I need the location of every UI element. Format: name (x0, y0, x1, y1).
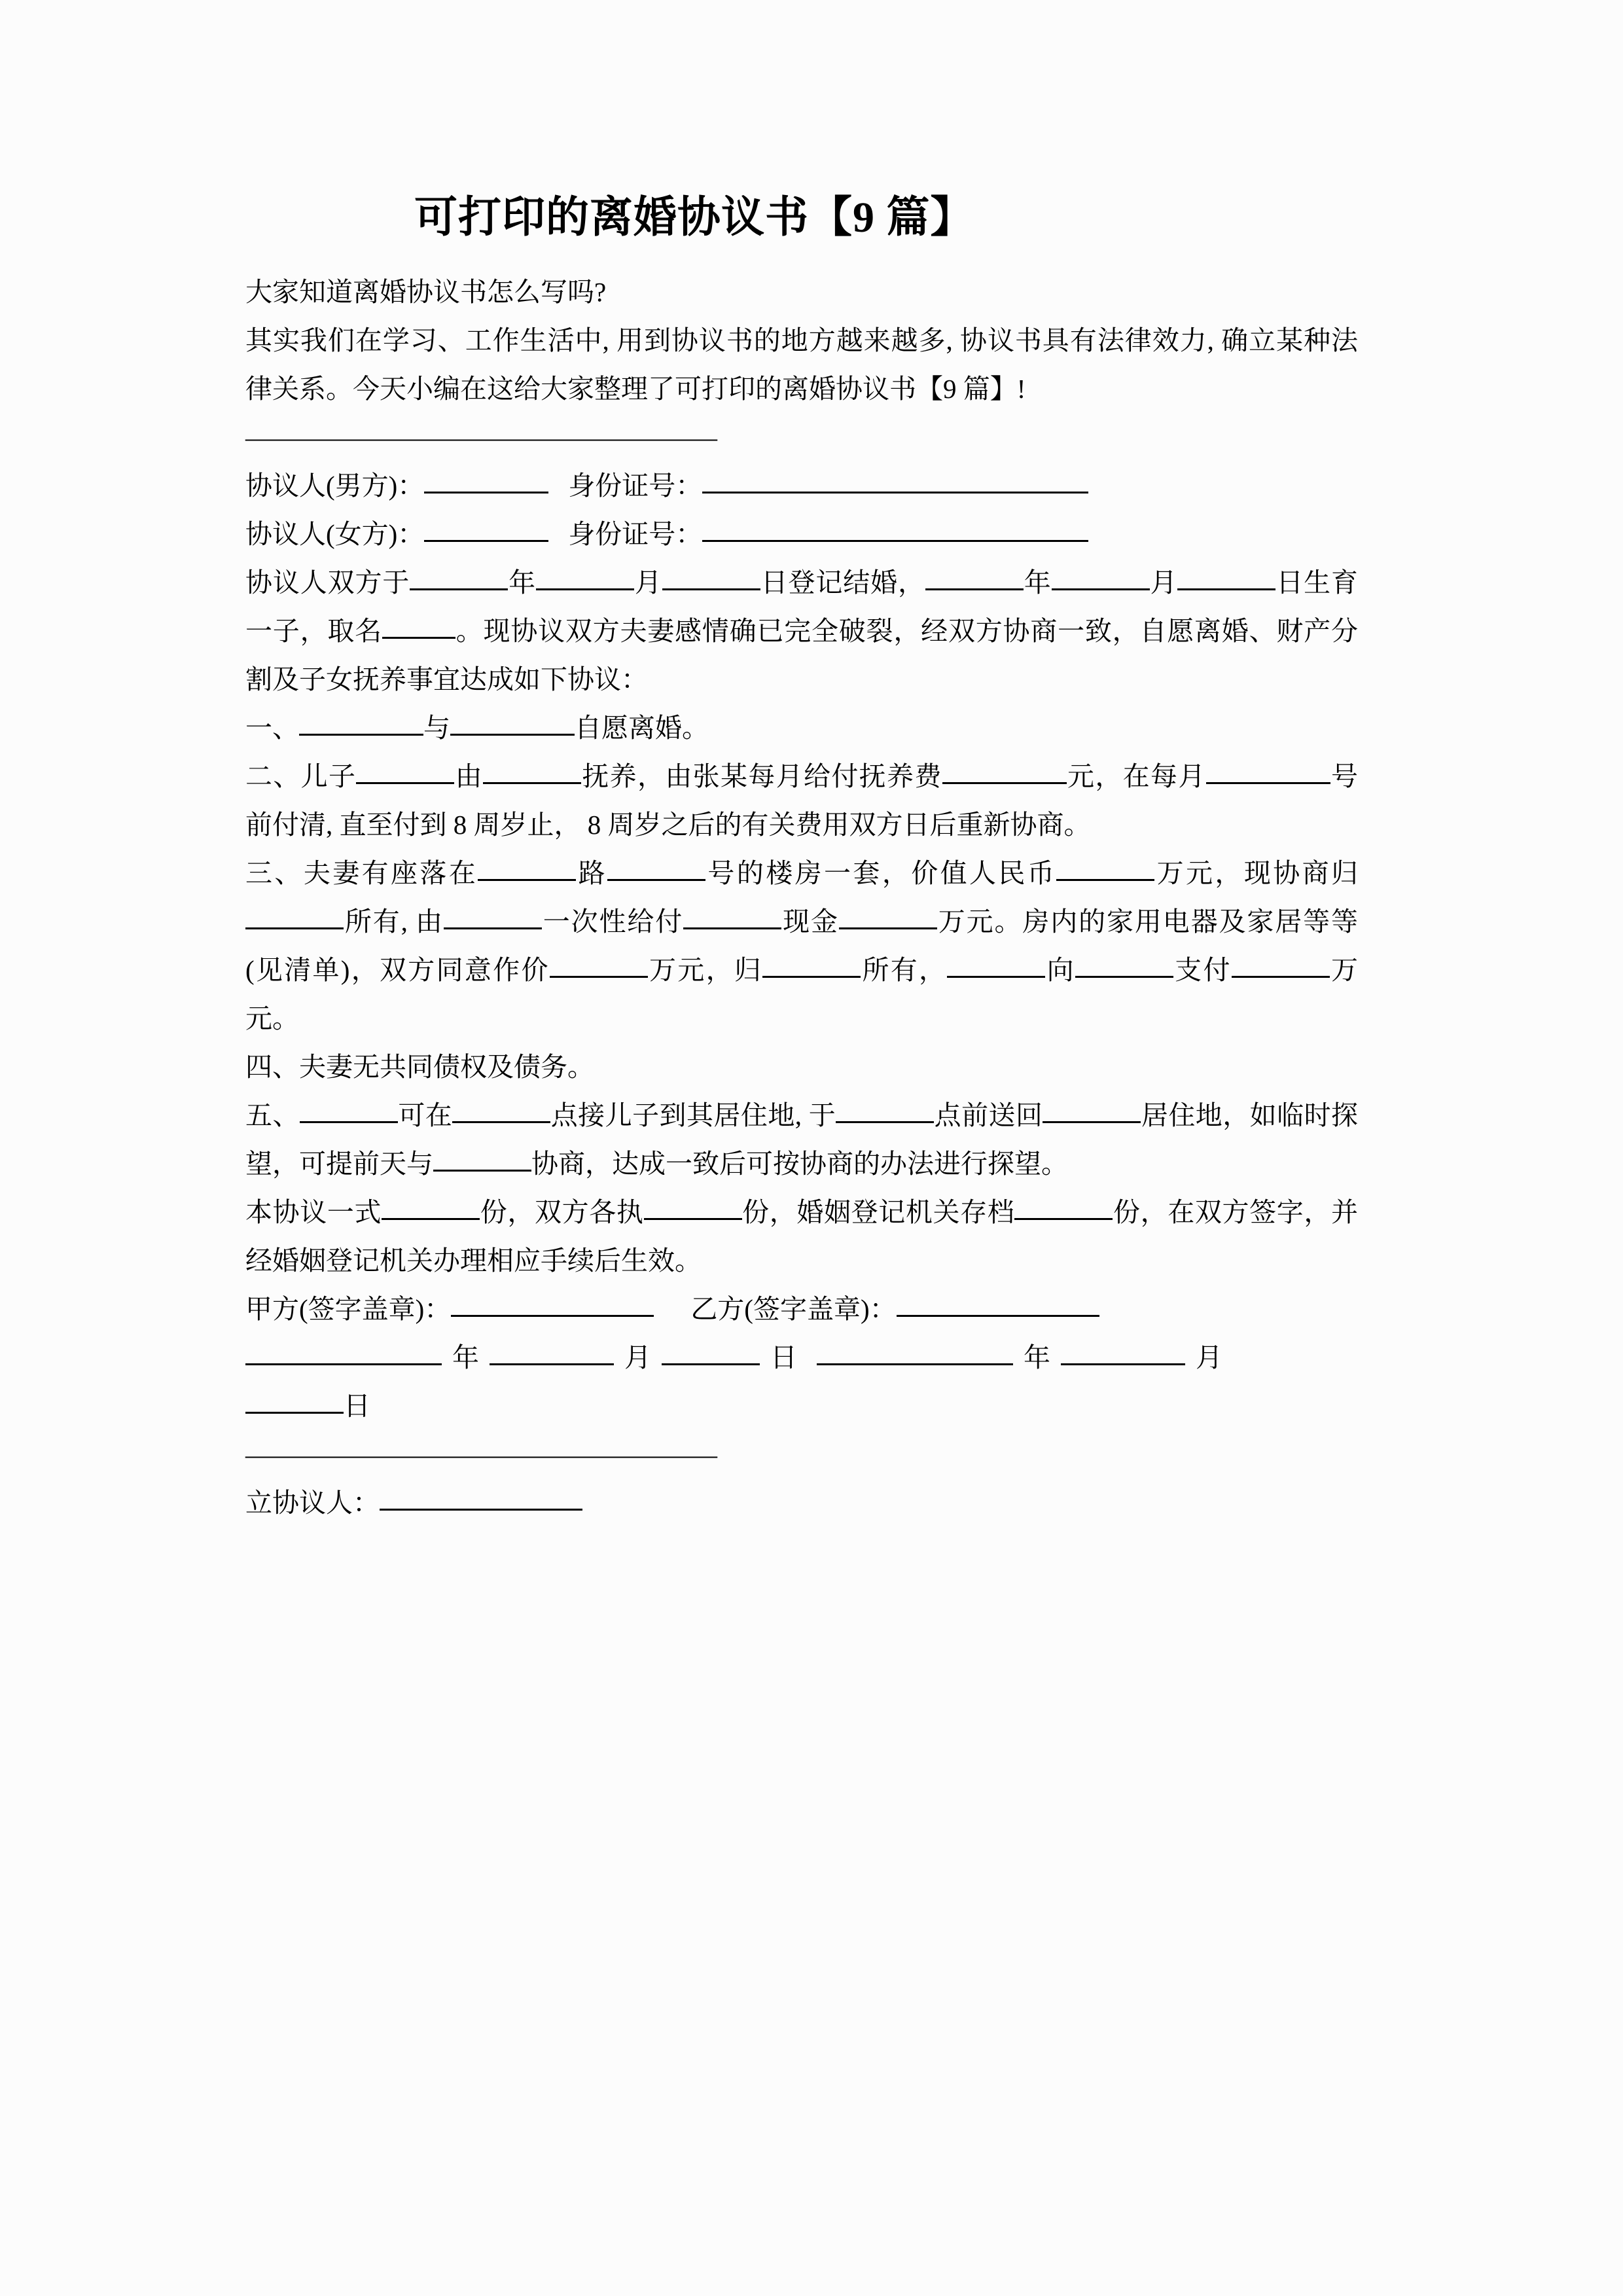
marriage-tail: 。现协议双方夫妻感情确已完全破裂，经双方协商一致，自愿离婚、财产分割及子女抚养事宜达成如下协议： (245, 615, 1359, 694)
clause-three-seg12: 万元。 (245, 954, 1359, 1033)
party-a-day-unit: 日 (770, 1342, 797, 1372)
maker-label: 立协议人： (245, 1487, 380, 1518)
clause-three-payer-blank[interactable] (444, 908, 542, 929)
party-a-month-unit: 月 (624, 1342, 651, 1372)
clause-three-cash-blank[interactable] (839, 908, 937, 929)
party-female-name-blank[interactable] (424, 520, 548, 542)
document-content (245, 0, 1358, 1527)
separator-top: —————————————————— (245, 422, 717, 452)
marriage-month-unit: 月 (634, 567, 662, 598)
child-name-blank[interactable] (382, 617, 455, 639)
party-b-sign-blank[interactable] (897, 1295, 1099, 1317)
copies-each-blank[interactable] (644, 1198, 742, 1220)
clause-two-seg3: 元，在每月 (1066, 761, 1206, 791)
clause-two-seg4: 号前付清, 直至付到 8 周岁止， 8 周岁之后的有关费用双方日后重新协商。 (245, 761, 1359, 840)
copies-archive-blank[interactable] (1014, 1198, 1113, 1220)
clause-four-text: 夫妻无共同债权及债务。 (299, 1051, 594, 1082)
clause-three-from-blank[interactable] (947, 956, 1045, 978)
clause-two-number: 二、 (245, 761, 301, 791)
clause-five-seg1: 可在 (397, 1100, 453, 1130)
copies-unit1: 份，双方各执 (480, 1196, 644, 1227)
clause-one (245, 704, 1358, 752)
clause-five-number: 五、 (245, 1100, 300, 1130)
birth-month-blank[interactable] (1052, 569, 1150, 590)
intro-body: 其实我们在学习、工作生活中, 用到协议书的地方越来越多, 协议书具有法律效力, 确立某种法律关系。今天小编在这给大家整理了可打印的离婚协议书【9 篇】! (245, 325, 1358, 404)
party-male-name-blank[interactable] (424, 472, 548, 493)
clause-three-seg2: 号的楼房一套，价值人民币 (705, 857, 1057, 888)
clause-three-seg5: 一次性给付 (541, 906, 684, 937)
clause-two-date-blank[interactable] (1206, 762, 1330, 784)
marriage-intro-paragraph (245, 558, 1358, 704)
clause-two-seg2: 抚养，由张某每月给付抚养费 (581, 761, 942, 791)
party-female-label: 协议人(女方)： (245, 518, 425, 549)
copies-clause (245, 1188, 1358, 1285)
party-a-year-unit: 年 (452, 1342, 479, 1372)
copies-total-blank[interactable] (382, 1198, 480, 1220)
signature-date-row (245, 1333, 1358, 1382)
clause-five-negotiate-blank[interactable] (433, 1150, 531, 1172)
clause-four (245, 1043, 1358, 1091)
marriage-day-blank[interactable] (662, 569, 760, 590)
clause-five-return-time-blank[interactable] (836, 1102, 934, 1123)
party-male-id-blank[interactable] (702, 472, 1088, 493)
separator-bottom: —————————————————— (245, 1439, 717, 1469)
clause-three-owner-blank[interactable] (245, 908, 344, 929)
party-a-day-blank[interactable] (662, 1344, 760, 1365)
party-b-day-blank[interactable] (245, 1392, 344, 1414)
clause-three-value-blank[interactable] (1056, 859, 1154, 881)
birth-year-blank[interactable] (925, 569, 1024, 590)
clause-five-pickup-time-blank[interactable] (452, 1102, 550, 1123)
party-male-id-label: 身份证号： (568, 470, 703, 501)
party-b-month-blank[interactable] (1061, 1344, 1185, 1365)
clause-five-residence-blank[interactable] (1043, 1102, 1141, 1123)
birth-year-unit: 年 (1023, 567, 1052, 598)
clause-three-seg4: 所有, 由 (344, 906, 444, 937)
clause-five-seg5: 协商，达成一致后可按协商的办法进行探望。 (531, 1148, 1068, 1179)
clause-three-seg9: 所有， (861, 954, 948, 985)
clause-three-number-blank[interactable] (607, 859, 705, 881)
birth-day-blank[interactable] (1177, 569, 1275, 590)
clause-one-conj: 与 (423, 712, 450, 743)
clause-four-number: 四、 (245, 1051, 299, 1082)
copies-unit2: 份，婚姻登记机关存档 (741, 1196, 1015, 1227)
clause-five-seg2: 点接儿子到其居住地, 于 (550, 1100, 836, 1130)
clause-one-number: 一、 (245, 712, 299, 743)
clause-three-seg0: 夫妻有座落在 (303, 857, 478, 888)
party-a-year-blank[interactable] (245, 1344, 442, 1365)
clause-three-pay-amount-blank[interactable] (1232, 956, 1330, 978)
clause-two-seg1: 由 (454, 761, 484, 791)
clause-three-appliance-value-blank[interactable] (550, 956, 648, 978)
marriage-year-unit: 年 (508, 567, 536, 598)
clause-two-custody-blank[interactable] (483, 762, 581, 784)
party-a-sign-blank[interactable] (451, 1295, 654, 1317)
clause-five-seg4: 居住地，如临时探望，可提前天与 (245, 1100, 1359, 1179)
maker-blank[interactable] (380, 1489, 582, 1511)
party-a-sign-label: 甲方(签字盖章)： (245, 1293, 452, 1324)
clause-three-number: 三、 (245, 857, 304, 888)
intro-question: 大家知道离婚协议书怎么写吗? (245, 276, 607, 307)
clause-one-party-a-blank[interactable] (299, 714, 423, 736)
clause-one-tail: 自愿离婚。 (575, 712, 709, 743)
party-b-year-unit: 年 (1024, 1342, 1050, 1372)
party-b-sign-label: 乙方(签字盖章)： (690, 1293, 897, 1324)
signature-date-row-wrap (245, 1382, 1358, 1430)
signature-labels-row (245, 1285, 1358, 1333)
clause-five-visitor-blank[interactable] (300, 1102, 398, 1123)
birth-month-unit: 月 (1149, 567, 1178, 598)
clause-two-seg0: 儿子 (300, 761, 357, 791)
maker-row (245, 1479, 1358, 1527)
clause-three-seg7: 万元。房内的家用电器及家居等等(见清单)，双方同意作价 (245, 906, 1359, 985)
clause-three-payee-blank[interactable] (683, 908, 781, 929)
clause-three-seg8: 万元，归 (647, 954, 763, 985)
clause-three-seg11: 支付 (1173, 954, 1232, 985)
clause-three-road-blank[interactable] (478, 859, 576, 881)
clause-two-son-blank[interactable] (356, 762, 454, 784)
clause-three-seg1: 路 (576, 857, 608, 888)
clause-two (245, 752, 1358, 849)
clause-five (245, 1091, 1358, 1188)
clause-three-seg10: 向 (1045, 954, 1075, 985)
party-a-month-blank[interactable] (490, 1344, 614, 1365)
clause-five-seg3: 点前送回 (934, 1100, 1043, 1130)
marriage-register-text: 日登记结婚， (760, 567, 925, 598)
marriage-year-blank[interactable] (410, 569, 508, 590)
copies-unit3: 份，在双方签字，并经婚姻登记机关办理相应手续后生效。 (245, 1196, 1358, 1276)
party-male-label: 协议人(男方)： (245, 470, 425, 501)
birth-text: 日生育一子，取名 (245, 567, 1358, 646)
clause-three (245, 849, 1358, 1043)
clause-three-appliance-owner-blank[interactable] (762, 956, 861, 978)
clause-three-seg6: 现金 (781, 906, 839, 937)
party-female-id-blank[interactable] (702, 520, 1088, 542)
clause-three-seg3: 万元，现协商归 (1154, 857, 1359, 888)
party-male-row (245, 461, 1358, 510)
clause-one-party-b-blank[interactable] (450, 714, 575, 736)
clause-three-to-blank[interactable] (1075, 956, 1173, 978)
marriage-month-blank[interactable] (536, 569, 634, 590)
party-female-row (245, 510, 1358, 558)
party-female-id-label: 身份证号： (568, 518, 703, 549)
party-b-day-unit: 日 (344, 1390, 370, 1421)
party-b-year-blank[interactable] (817, 1344, 1013, 1365)
page-title: 可打印的离婚协议书【9 篇】 (414, 194, 974, 242)
marriage-lead: 协议人双方于 (245, 567, 410, 598)
clause-two-amount-blank[interactable] (942, 762, 1067, 784)
party-b-month-unit: 月 (1196, 1342, 1222, 1372)
copies-lead: 本协议一式 (245, 1196, 382, 1227)
